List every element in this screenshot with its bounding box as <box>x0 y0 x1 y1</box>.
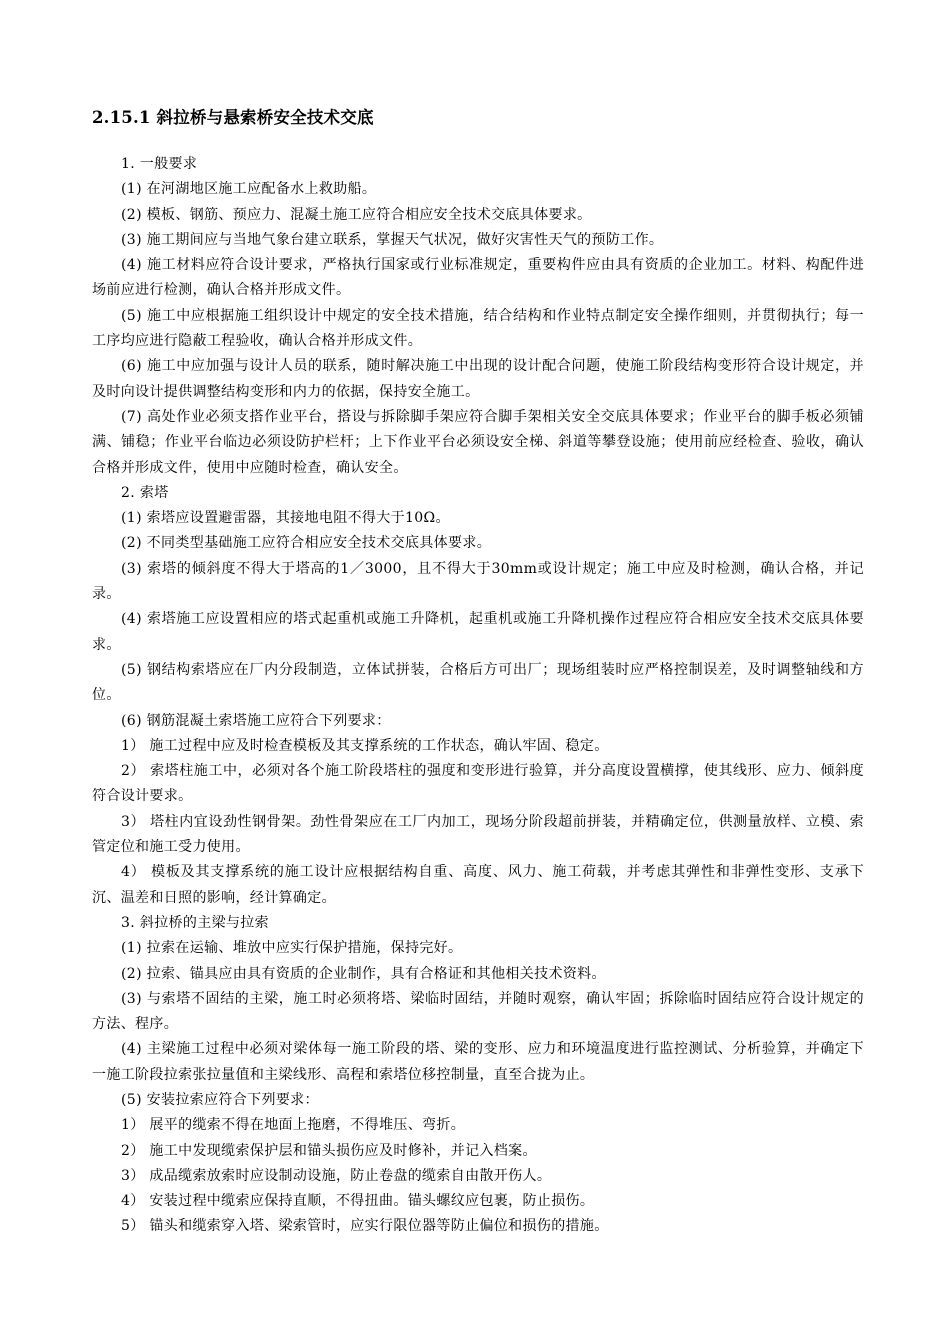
paragraph: (5) 安装拉索应符合下列要求： <box>121 1091 319 1108</box>
paragraph: 5） 锚头和缆索穿入塔、梁索管时，应实行限位器等防止偏位和损伤的措施。 <box>121 1218 609 1235</box>
paragraph: 4） 模板及其支撑系统的施工设计应根据结构自重、高度、风力、施工荷载，并考虑其弹性和非弹性变形、支承下沉、温差和日照的影响，经计算确定。 <box>92 864 864 906</box>
paragraph: (4) 施工材料应符合设计要求，严格执行国家或行业标准规定，重要构件应由具有资质的企业加工。材料、构配件进场前应进行检测，确认合格并形成文件。 <box>92 257 864 299</box>
paragraph: (3) 施工期间应与当地气象台建立联系，掌握天气状况，做好灾害性天气的预防工作。 <box>121 231 664 248</box>
paragraph: 2） 施工中发现缆索保护层和锚头损伤应及时修补，并记入档案。 <box>121 1142 537 1159</box>
paragraph: (1) 索塔应设置避雷器，其接地电阻不得大于10Ω。 <box>121 510 450 527</box>
heading-general: 1. 一般要求 <box>121 156 198 172</box>
paragraph: (6) 施工中应加强与设计人员的联系，随时解决施工中出现的设计配合问题，使施工阶段结构变形符合设计规定，并及时向设计提供调整结构变形和内力的依据，保持安全施工。 <box>92 358 864 400</box>
paragraph: (1) 在河湖地区施工应配备水上救助船。 <box>121 181 377 198</box>
paragraph: (6) 钢筋混凝土索塔施工应符合下列要求： <box>121 712 391 729</box>
heading-tower: 2. 索塔 <box>121 484 169 501</box>
section-title: 2.15.1 斜拉桥与悬索桥安全技术交底 <box>92 108 374 127</box>
paragraph: 2） 索塔柱施工中，必须对各个施工阶段塔柱的强度和变形进行验算，并分高度设置横撑，使其线形、应力、倾斜度符合设计要求。 <box>92 763 864 805</box>
paragraph: (2) 拉索、锚具应由具有资质的企业制作，具有合格证和其他相关技术资料。 <box>121 965 606 982</box>
paragraph: (4) 索塔施工应设置相应的塔式起重机或施工升降机，起重机或施工升降机操作过程应符合相应安全技术交底具体要求。 <box>92 611 864 653</box>
paragraph: 3） 塔柱内宜设劲性钢骨架。劲性骨架应在工厂内加工，现场分阶段超前拼装，并精确定位，供测量放样、立模、索管定位和施工受力使用。 <box>92 813 864 856</box>
document-body <box>92 152 864 1240</box>
heading-cable-stayed: 3. 斜拉桥的主梁与拉索 <box>121 914 270 931</box>
paragraph: (2) 不同类型基础施工应符合相应安全技术交底具体要求。 <box>121 535 492 552</box>
paragraph: (1) 拉索在运输、堆放中应实行保护措施，保持完好。 <box>121 940 463 957</box>
paragraph: (3) 索塔的倾斜度不得大于塔高的1／3000，且不得大于30mm或设计规定；施工中应及时检测，确认合格，并记录。 <box>92 560 864 603</box>
paragraph: 1） 施工过程中应及时检查模板及其支撑系统的工作状态，确认牢固、稳定。 <box>121 737 609 754</box>
paragraph: (5) 钢结构索塔应在厂内分段制造，立体试拼装，合格后方可出厂；现场组装时应严格控制误差，及时调整轴线和方位。 <box>92 661 864 704</box>
paragraph: 1） 展平的缆索不得在地面上拖磨，不得堆压、弯折。 <box>121 1117 466 1134</box>
paragraph: (3) 与索塔不固结的主梁，施工时必须将塔、梁临时固结，并随时观察，确认牢固；拆除临时固结应符合设计规定的方法、程序。 <box>92 990 864 1033</box>
paragraph: (5) 施工中应根据施工组织设计中规定的安全技术措施，结合结构和作业特点制定安全操作细则，并贯彻执行；每一工序均应进行隐蔽工程验收，确认合格并形成文件。 <box>92 307 864 350</box>
paragraph: (2) 模板、钢筋、预应力、混凝土施工应符合相应安全技术交底具体要求。 <box>121 206 592 223</box>
paragraph: 3） 成品缆索放索时应设制动设施，防止卷盘的缆索自由散开伤人。 <box>121 1167 552 1184</box>
paragraph: (4) 主梁施工过程中必须对梁体每一施工阶段的塔、梁的变形、应力和环境温度进行监控测试、分析验算，并确定下一施工阶段拉索张拉量值和主梁线形、高程和索塔位移控制量，直至合拢为止。 <box>92 1041 864 1083</box>
paragraph: 4） 安装过程中缆索应保持直顺，不得扭曲。锚头螺纹应包裹，防止损伤。 <box>121 1193 595 1210</box>
paragraph: (7) 高处作业必须支搭作业平台，搭设与拆除脚手架应符合脚手架相关安全交底具体要求；作业平台的脚手板必须铺满、铺稳；作业平台临边必须设防护栏杆；上下作业平台必须设安全梯、斜道等攀登设施；使用前应经检查、验收，确认合格并形成文件，使用中应随时检查，确认安全。 <box>92 408 864 476</box>
